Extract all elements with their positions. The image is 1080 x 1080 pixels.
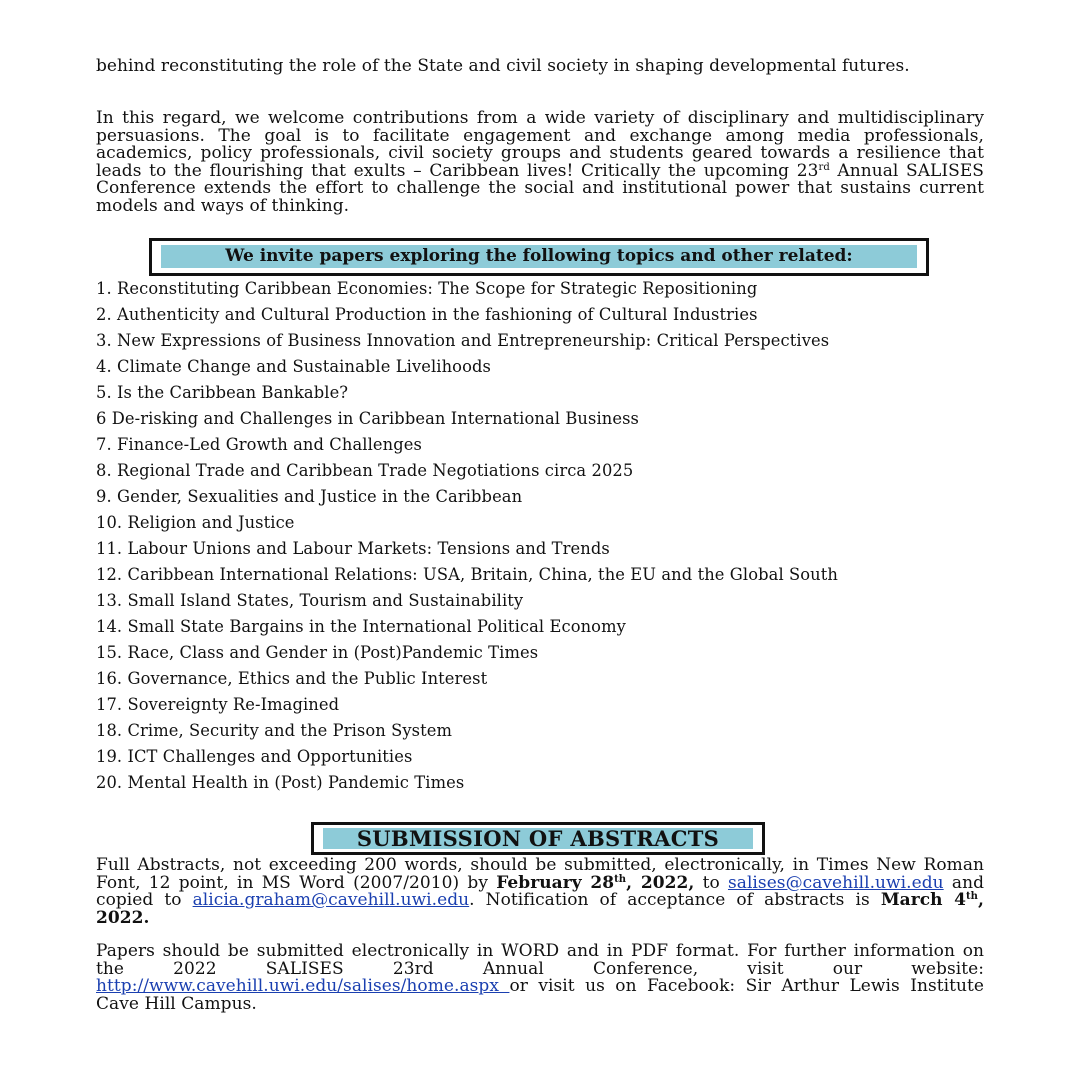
topic-item: 11. Labour Unions and Labour Markets: Tensions and Trends: [96, 539, 610, 558]
topic-item: 12. Caribbean International Relations: USA, Britain, China, the EU and the Global South: [96, 565, 838, 584]
notification-date-year: , 2022.: [96, 890, 984, 928]
topic-item: 5. Is the Caribbean Bankable?: [96, 383, 349, 402]
submission-heading: SUBMISSION OF ABSTRACTS: [323, 828, 753, 849]
abstracts-paragraph: [96, 857, 984, 927]
welcome-text: In this regard, we welcome contributions from a wide variety of disciplinary and multidisciplinary persuasions. The goal is to facilitate engagement and exchange among media professionals, academics, policy professionals, civil society groups and students geared towards a resilience that leads to the flourishing that exults – Caribbean lives! Critically the upcoming 23: [96, 108, 984, 181]
topics-heading-box: [149, 238, 929, 276]
topic-item: 14. Small State Bargains in the International Political Economy: [96, 617, 626, 636]
topics-list: [96, 276, 996, 796]
topic-item: 16. Governance, Ethics and the Public Interest: [96, 669, 488, 688]
papers-paragraph: [96, 943, 984, 1013]
topic-item: 4. Climate Change and Sustainable Livelihoods: [96, 357, 491, 376]
abstracts-text: Full Abstracts, not exceeding 200 words, should be submitted, electronically, in Times New Roman Font, 12 point, in MS Word (2007/2010) by: [96, 855, 984, 893]
alicia-graham-email-link[interactable]: alicia.graham@cavehill.uwi.edu: [192, 890, 470, 910]
ordinal-suffix: th: [966, 891, 979, 902]
abstracts-text-to: to: [694, 872, 728, 893]
website-link[interactable]: http://www.cavehill.uwi.edu/salises/home.aspx: [96, 976, 510, 996]
topic-item: 19. ICT Challenges and Opportunities: [96, 747, 413, 766]
topic-item: 1. Reconstituting Caribbean Economies: The Scope for Strategic Repositioning: [96, 279, 758, 298]
topic-item: 20. Mental Health in (Post) Pandemic Times: [96, 773, 465, 792]
topic-item: 18. Crime, Security and the Prison System: [96, 721, 453, 740]
papers-text: Papers should be submitted electronically in WORD and in PDF format. For further information on the 2022 SALISES 23rd Annual Conference, visit our website:: [96, 941, 984, 979]
notification-date-day: March 4: [880, 890, 967, 910]
topic-item: 3. New Expressions of Business Innovation and Entrepreneurship: Critical Perspectives: [96, 331, 830, 350]
abstract-deadline-year: , 2022,: [626, 872, 695, 893]
ordinal-suffix: th: [614, 873, 627, 885]
topic-item: 9. Gender, Sexualities and Justice in the Caribbean: [96, 487, 523, 506]
salises-email-link[interactable]: salises@cavehill.uwi.edu: [727, 872, 944, 893]
welcome-text-end: Annual SALISES Conference extends the effort to challenge the social and institutional power that sustains current models and ways of thinking.: [96, 160, 984, 216]
topics-heading: We invite papers exploring the following topics and other related:: [161, 245, 917, 268]
abstract-deadline-date: February 28: [496, 872, 615, 893]
submission-heading-box: [311, 822, 765, 855]
welcome-paragraph: [96, 110, 984, 215]
topic-item: 8. Regional Trade and Caribbean Trade Negotiations circa 2025: [96, 461, 634, 480]
intro-text: behind reconstituting the role of the State and civil society in shaping developmental futures.: [96, 56, 910, 76]
ordinal-suffix: rd: [818, 161, 830, 173]
intro-paragraph: [96, 58, 984, 76]
topic-item: 7. Finance-Led Growth and Challenges: [96, 435, 422, 454]
papers-text-end: or visit us on Facebook: Sir Arthur Lewis Institute Cave Hill Campus.: [96, 976, 984, 1014]
topic-item: 2. Authenticity and Cultural Production in the fashioning of Cultural Industries: [96, 305, 758, 324]
topic-item: 15. Race, Class and Gender in (Post)Pandemic Times: [96, 643, 539, 662]
topic-item: 10. Religion and Justice: [96, 513, 295, 532]
topic-item: 13. Small Island States, Tourism and Sustainability: [96, 591, 524, 610]
abstracts-text-notification: . Notification of acceptance of abstracts is: [469, 890, 881, 910]
topic-item: 6 De-risking and Challenges in Caribbean International Business: [96, 409, 640, 428]
topic-item: 17. Sovereignty Re-Imagined: [96, 695, 340, 714]
abstracts-text-copied: and copied to: [96, 872, 985, 910]
